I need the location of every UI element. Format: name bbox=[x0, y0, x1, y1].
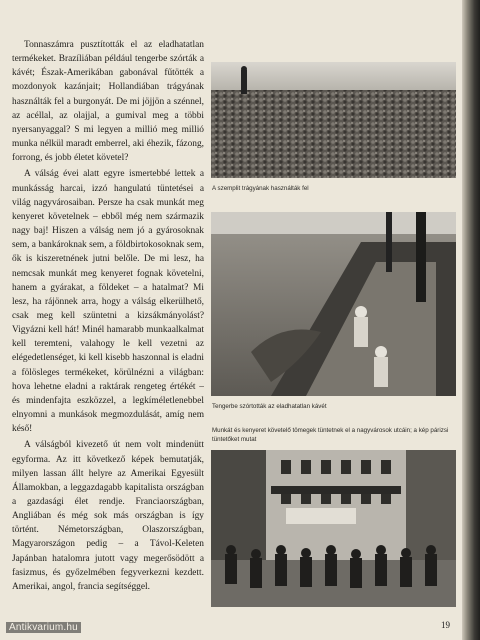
caption-photo-1: A szemplit trágyának használták fel bbox=[212, 185, 309, 192]
photo-ship-coffee bbox=[211, 212, 456, 396]
paragraph-3: A válságból kivezető út nem volt mindenütt egyforma. Az itt következő képek bemutatják, milyen lassan állt helyre az Amerikai Egyesült Államokban, a leggazdagabb kapitalista országban a gazdasági élet rendje. Franciaországban, Angliában és még sok más országban is így történt. Németországban, Olaszországban, Magyarországon pedig – a Távol-Keleten Japánban hatalomra jutott vagy megerősödött a fasizmus, és győzelmében fegyverkezni kezdett. Amerikai, angol, francia segítséggel. bbox=[12, 440, 204, 592]
photo-potato-field bbox=[211, 62, 456, 178]
photo-street-protest bbox=[211, 450, 456, 607]
paragraph-1: Tonnaszámra pusztították el az eladhatatlan termékeket. Brazíliában például tengerbe szórták a kávét; Észak-Amerikában gabonával fűtötték a mozdonyok kazánjait; Hollandiában trágyának használták fel a burgonyát. De mi jöjjön a szénnel, az acéllal, az olajjal, a gumival meg a többi nyersanyaggal? S mi legyen a millió meg millió munka nélkül maradt emberrel, aki éhezik, fázong, forrong, és jobb életet követel? bbox=[12, 40, 204, 164]
caption-photo-2: Tengerbe szórtották az eladhatatlan kávét bbox=[212, 403, 327, 410]
page-number: 19 bbox=[441, 620, 450, 630]
caption-photo-3: Munkát és kenyeret követelő tömegek tüntetnek el a nagyvárosok utcáin; a kép párizsi tüntetőket mutat bbox=[212, 427, 449, 443]
paragraph-2: A válság évei alatt egyre ismertebbé lettek a munkásság harcai, izzó hangulatú tüntetései a világ nagyvárosaiban. Persze ha csak munkát meg kenyeret követelnek – ebből még nem származik nagy baj! Hiszen a válság nem jó a gyárosoknak sem, a bankároknak sem, a földbirtokosoknak sem, ők is kiszeretnének jutni belőle. De mi lesz, ha nemcsak munkát meg kenyeret fognak követelni, hanem a gyárakat, a földeket – a hatalmat? Mi lesz, ha rájönnek arra, hogy a válság elkerülhető, csak meg kell szüntetni a kizsákmányolást? Vigyázni kell hát! Minél hamarabb munkaalkalmat kell teremteni, valahogy le kell vezetni az elégedetlenséget, ki kell kisebb haszonnal is eladni a fölösleges termékeket, körülnézni a világban: hova lehetne eladni a raktárak rengeteg értékét – és mindenfajta eszközzel, a legkíméletlenebbel elnyomni a munkások megmozdulását, amíg nem késő! bbox=[12, 169, 204, 435]
page-edge bbox=[462, 0, 480, 640]
watermark: Antikvarium.hu bbox=[6, 622, 81, 633]
body-text-column bbox=[12, 38, 204, 596]
